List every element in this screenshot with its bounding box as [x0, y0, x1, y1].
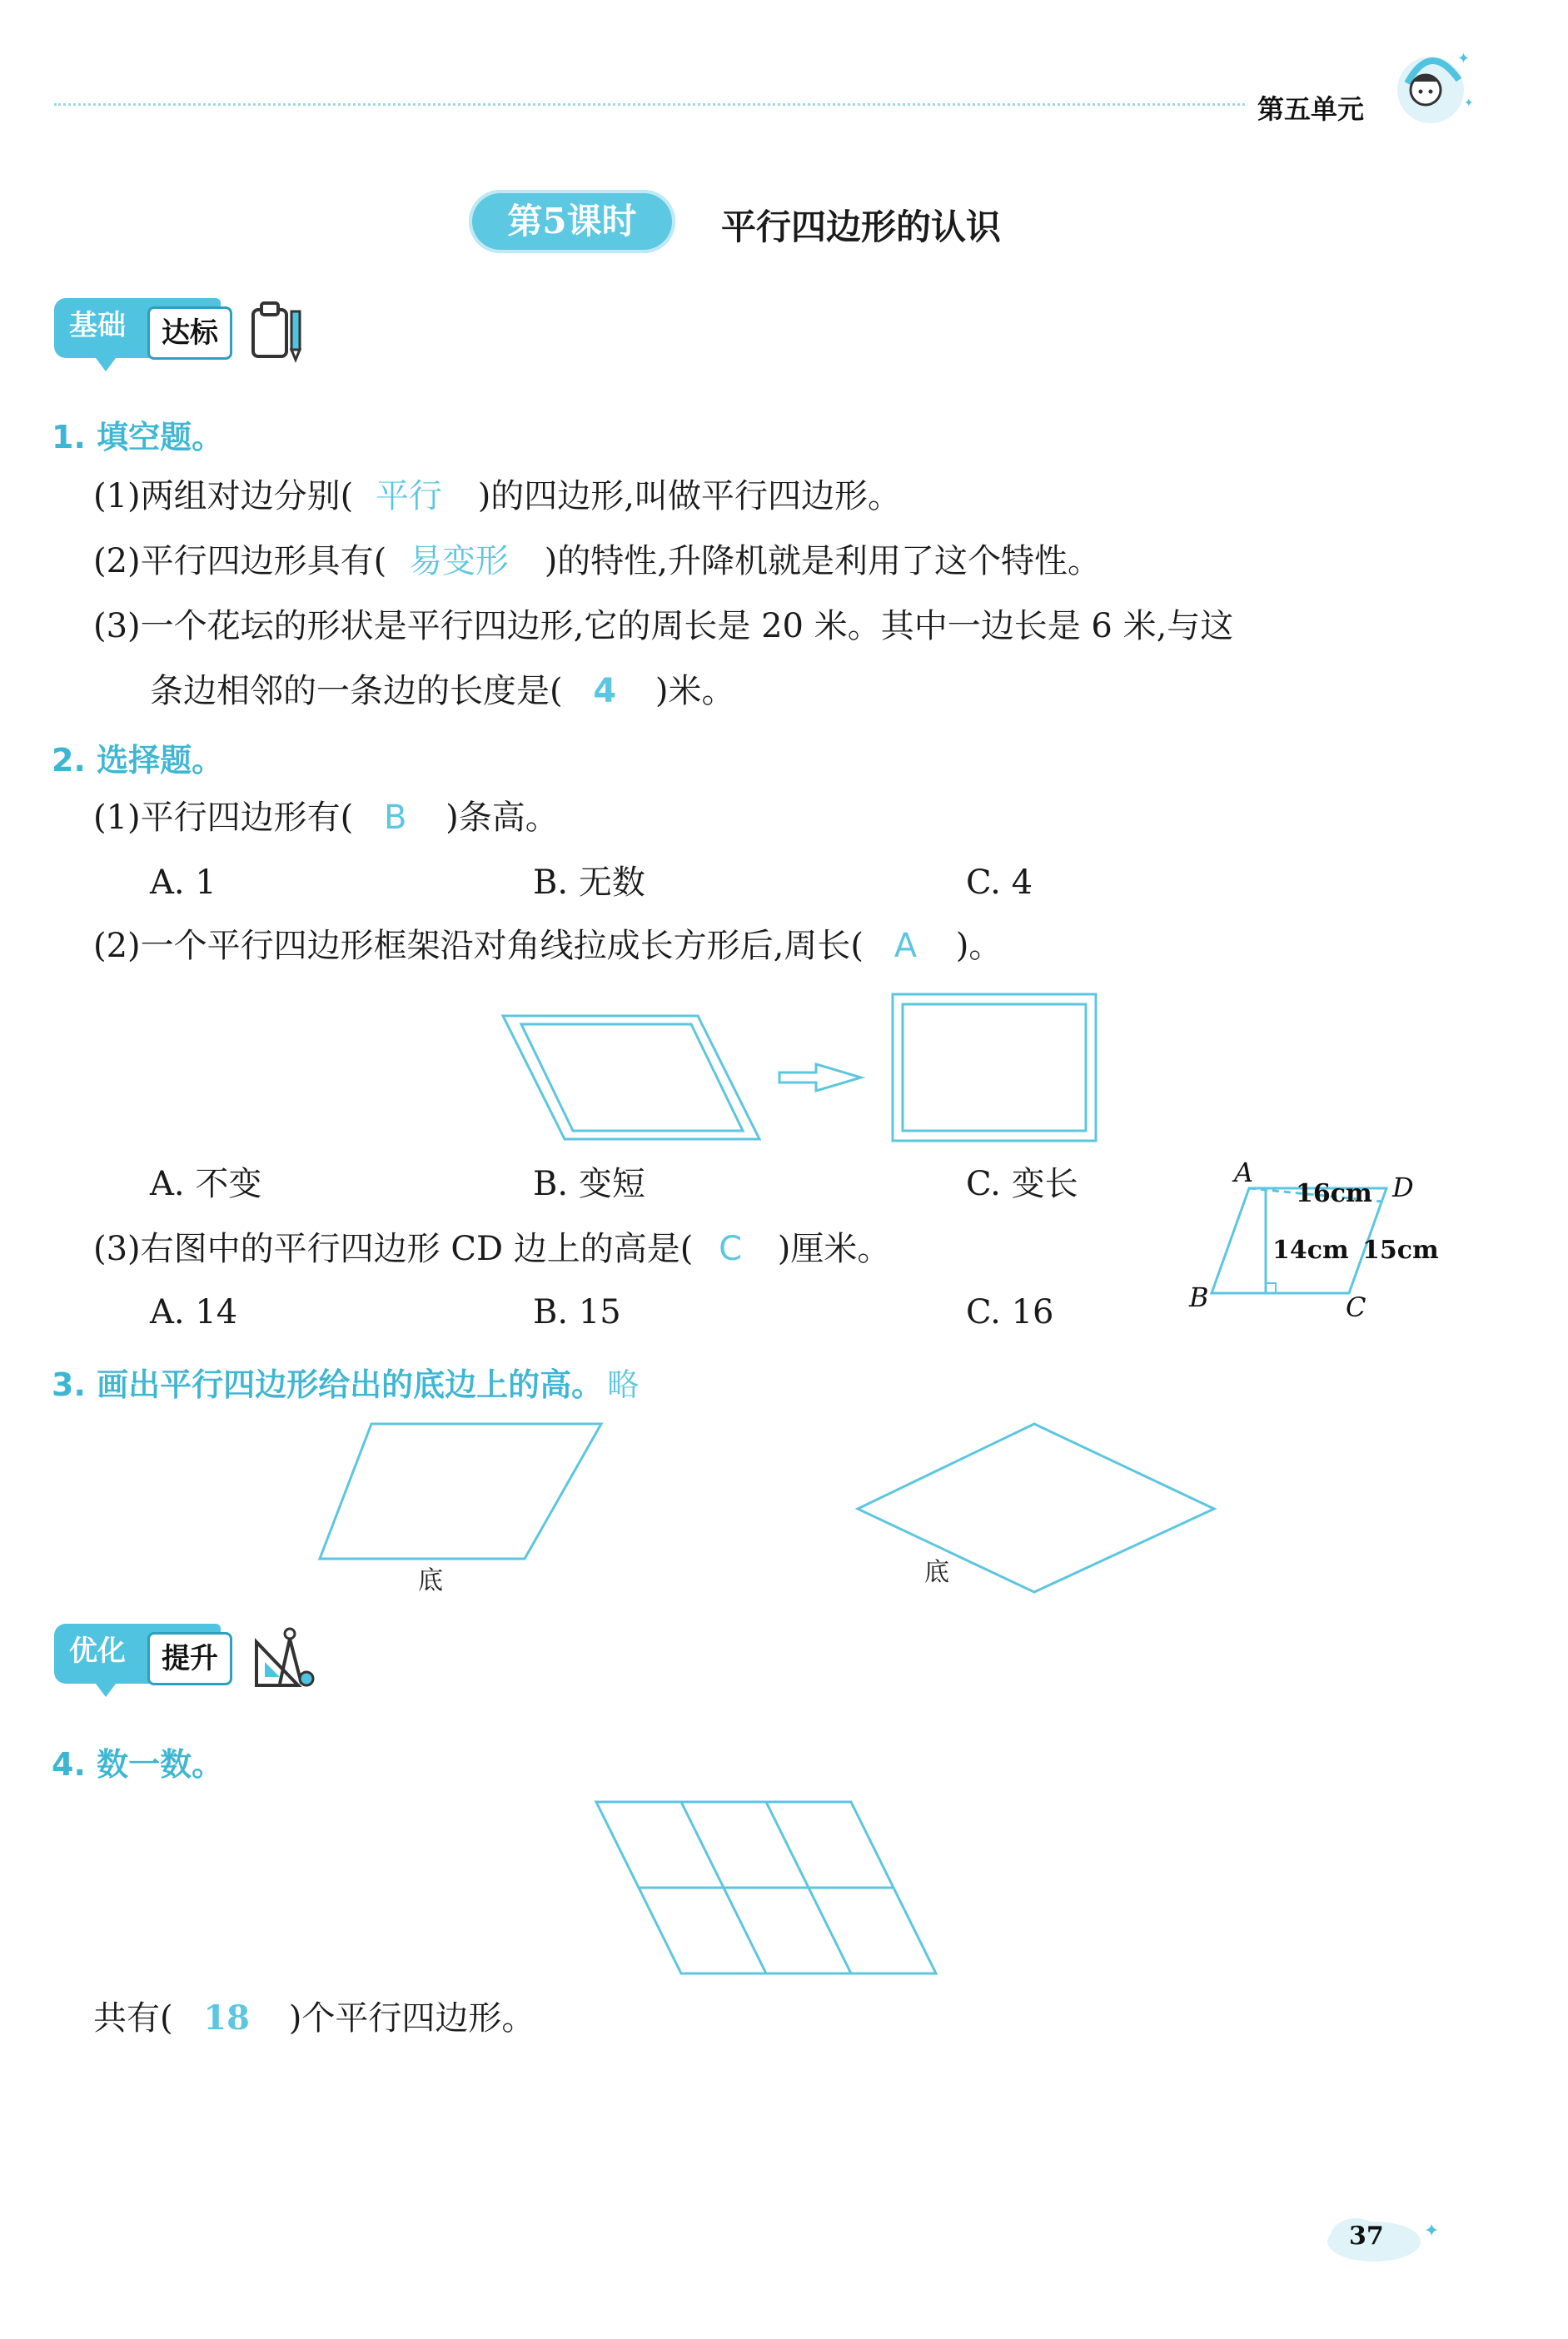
q1-item-1 — [93, 476, 901, 516]
q3-rhombus — [858, 1424, 1214, 1592]
unit-label: 第五单元 — [1257, 93, 1365, 125]
q2-item-2-text-a: (2)一个平行四边形框架沿对角线拉成长方形后,周长( — [93, 927, 864, 965]
q2-item-3-text-a: (3)右图中的平行四边形 CD 边上的高是( — [93, 1230, 694, 1268]
section-badge-basic-left: 基础 — [54, 298, 221, 358]
q2-item-2-answer: A — [894, 927, 918, 965]
q1-item-2-text-a: (2)平行四边形具有( — [93, 542, 387, 580]
label-d: D — [1392, 1172, 1414, 1203]
q2-item-2-option-c: C. 变长 — [966, 1165, 1078, 1203]
q1-item-3-answer: 4 — [593, 672, 617, 710]
compass-ruler-icon — [250, 1625, 316, 1692]
q2-item-2 — [93, 926, 1002, 966]
label-b: B — [1189, 1281, 1209, 1313]
q3-base-label-2: 底 — [924, 1558, 949, 1587]
q2-title: 2. 选择题。 — [52, 742, 224, 779]
q1-item-3-line2 — [150, 671, 735, 711]
arrow-icon — [779, 1064, 861, 1091]
section-badge-basic-right: 达标 — [147, 306, 232, 360]
q1-item-3-line1: (3)一个花坛的形状是平行四边形,它的周长是 20 米。其中一边长是 6 米,与这 — [93, 607, 1234, 645]
page-number: 37 — [1349, 2222, 1384, 2251]
header-dotted-rule — [54, 103, 1245, 106]
lesson-title: 平行四边形的认识 — [721, 207, 1002, 247]
section-badge-basic — [54, 298, 237, 373]
label-a: A — [1234, 1157, 1254, 1188]
q2-item-3-option-a: A. 14 — [150, 1293, 238, 1331]
section-badge-improve-left: 优化 — [54, 1624, 221, 1684]
q2-item-1-option-b: B. 无数 — [533, 863, 645, 902]
q2-item-1-option-a: A. 1 — [150, 863, 217, 902]
q2-item-3 — [93, 1229, 890, 1269]
svg-text:✦: ✦ — [1424, 2221, 1440, 2242]
q2-item-3-option-b: B. 15 — [533, 1293, 621, 1331]
label-16cm: 16cm — [1296, 1179, 1372, 1208]
parallelogram-frame — [503, 1016, 759, 1139]
frame-transform-figure — [491, 983, 1099, 1149]
q2-item-1-option-c: C. 4 — [966, 863, 1033, 902]
q1-item-1-text-a: (1)两组对边分别( — [93, 477, 354, 515]
lesson-badge — [469, 190, 675, 253]
section-badge-improve-right: 提升 — [147, 1632, 232, 1685]
q1-item-2-text-b: )的特性,升降机就是利用了这个特性。 — [544, 542, 1102, 580]
q4-text-a: 共有( — [93, 1999, 173, 2038]
q2-item-3-answer: C — [719, 1230, 743, 1268]
q3-parallelogram-1 — [320, 1424, 601, 1559]
lesson-badge-text: 第5课时 — [507, 201, 637, 241]
q2-item-1-answer: B — [383, 799, 407, 837]
q4-text-b: )个平行四边形。 — [288, 1999, 535, 2038]
q2-item-3-text-b: )厘米。 — [777, 1230, 891, 1268]
q1-item-2-answer: 易变形 — [408, 542, 509, 580]
svg-text:✦: ✦ — [1464, 97, 1474, 110]
q2-item-2-text-b: )。 — [955, 927, 1003, 965]
q2-item-1-text-b: )条高。 — [446, 799, 559, 837]
svg-text:✦: ✦ — [1457, 50, 1471, 67]
rectangle-frame — [893, 994, 1096, 1141]
q3-answer: 略 — [607, 1366, 640, 1403]
parallelogram-abcd-figure — [1174, 1153, 1461, 1320]
label-14cm: 14cm — [1272, 1236, 1349, 1265]
section-badge-improve — [54, 1624, 237, 1699]
q1-item-1-answer: 平行 — [375, 477, 442, 515]
q3-figures — [308, 1407, 1241, 1607]
q2-item-2-option-b: B. 变短 — [533, 1165, 645, 1203]
label-c: C — [1346, 1291, 1366, 1320]
q3-title-row — [52, 1359, 639, 1405]
q4-answer-line — [93, 1998, 535, 2038]
q4-answer: 18 — [203, 1998, 250, 2038]
q1-item-3-text-b: )米。 — [655, 672, 735, 710]
q4-title: 4. 数一数。 — [52, 1746, 224, 1783]
q2-item-1-text-a: (1)平行四边形有( — [93, 799, 354, 837]
q1-item-2 — [93, 541, 1101, 581]
q1-title: 1. 填空题。 — [52, 419, 224, 455]
q2-item-3-option-c: C. 16 — [966, 1293, 1054, 1331]
q3-title: 3. 画出平行四边形给出的底边上的高。 — [52, 1366, 604, 1403]
q2-item-1 — [93, 798, 559, 838]
q1-item-1-text-b: )的四边形,叫做平行四边形。 — [477, 477, 902, 515]
q1-item-3-text-a: 条边相邻的一条边的长度是( — [150, 672, 563, 710]
mascot-icon — [1382, 32, 1482, 132]
q3-base-label-1: 底 — [418, 1566, 443, 1595]
clipboard-pencil-icon — [248, 300, 306, 366]
q2-item-2-option-a: A. 不变 — [150, 1165, 262, 1203]
label-15cm: 15cm — [1362, 1236, 1439, 1265]
q4-grid-figure — [583, 1790, 949, 1982]
